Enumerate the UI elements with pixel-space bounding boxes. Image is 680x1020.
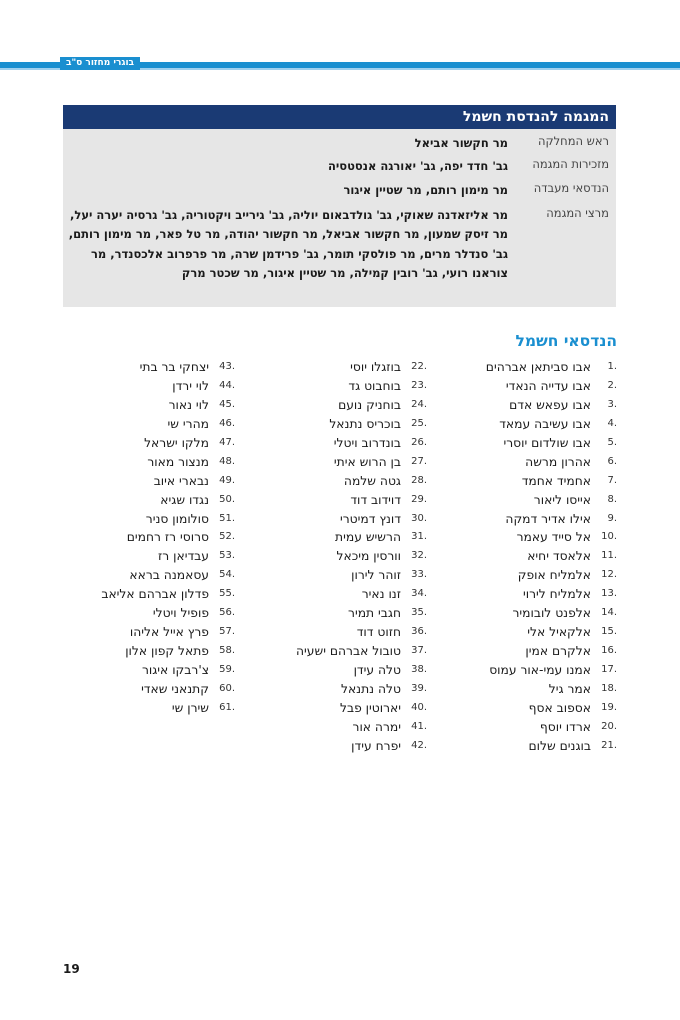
graduate-name: פדלון אברהם אליאב bbox=[101, 587, 209, 602]
list-item bbox=[65, 415, 235, 434]
graduate-name: בן הרוש איתי bbox=[333, 454, 401, 469]
list-item bbox=[257, 434, 427, 453]
list-number: 33. bbox=[411, 569, 427, 581]
list-item bbox=[447, 737, 617, 756]
list-number: 12. bbox=[601, 569, 617, 581]
list-number: 26. bbox=[411, 436, 427, 448]
list-number: 51. bbox=[219, 512, 235, 524]
graduate-name: הרשיש עמית bbox=[335, 530, 401, 545]
graduate-name: עסאמנה בראא bbox=[129, 568, 209, 583]
list-number: 19. bbox=[601, 701, 617, 713]
list-item bbox=[65, 510, 235, 529]
staff-value: מר אליזאדנה שאוקי, גב' גולדבאום יוליה, גב' גירייב ויקטוריה, גב' גרסיה יערה יעל, מר זיסק שמעון, מר חקשור אביאל, מר חקשור יהודה, מר טל פאר, מר מימון רותם, גב' סנדלר מרים, מר פולסקי תומר, גב' פרידמן שרה, מר פרפרוב אלכסנדר, מר צוראנו רועי, גב' רובין קמילה, מר שטיין איגור, מר שכטר מרק bbox=[68, 208, 508, 280]
graduate-name: פתאל קפון אלון bbox=[125, 644, 209, 659]
list-number: 39. bbox=[411, 682, 427, 694]
graduate-name: חזוט דוד bbox=[356, 625, 401, 640]
graduate-name: נבארי איוב bbox=[153, 473, 209, 488]
list-item bbox=[65, 623, 235, 642]
graduate-name: אבו עפאש אדם bbox=[509, 397, 591, 412]
graduate-name: אבו עדייה הנאדי bbox=[505, 378, 591, 393]
graduate-name: אבו שולדום יוסרי bbox=[503, 435, 591, 450]
list-item bbox=[447, 377, 617, 396]
list-number: 2. bbox=[607, 379, 617, 391]
list-item bbox=[65, 642, 235, 661]
graduates-column-1 bbox=[447, 358, 617, 756]
list-number: 7. bbox=[607, 474, 617, 486]
list-number: 38. bbox=[411, 664, 427, 675]
graduate-name: לוי נאור bbox=[168, 397, 209, 412]
list-item bbox=[65, 396, 235, 415]
list-number: 14. bbox=[601, 607, 617, 619]
list-item bbox=[257, 472, 427, 491]
graduate-name: סולומון סניר bbox=[145, 511, 209, 526]
list-number: 28. bbox=[411, 474, 427, 486]
graduate-name: אייסו ליאור bbox=[533, 492, 591, 507]
section-tag: בוגרי מחזור ס"ב bbox=[60, 57, 140, 70]
graduate-name: וורסין מיכאל bbox=[336, 549, 401, 564]
list-number: 48. bbox=[219, 455, 235, 467]
list-number: 24. bbox=[411, 398, 427, 410]
list-item bbox=[447, 528, 617, 547]
graduates-title: הנדסאי חשמל bbox=[515, 332, 617, 350]
list-item bbox=[447, 415, 617, 434]
list-item bbox=[257, 528, 427, 547]
staff-value: מר מימון רותם, מר שטיין איגור bbox=[343, 183, 508, 197]
list-item bbox=[257, 585, 427, 604]
list-item bbox=[65, 472, 235, 491]
list-number: 22. bbox=[411, 361, 427, 372]
list-item bbox=[447, 434, 617, 453]
list-number: 37. bbox=[411, 645, 427, 657]
list-number: 20. bbox=[601, 720, 617, 732]
graduate-name: טובול אברהם ישעיה bbox=[296, 644, 401, 659]
list-number: 29. bbox=[411, 493, 427, 505]
list-number: 4. bbox=[607, 417, 617, 429]
list-number: 23. bbox=[411, 379, 427, 391]
list-number: 21. bbox=[601, 739, 617, 751]
list-number: 36. bbox=[411, 626, 427, 638]
graduate-name: אלמליח לירוי bbox=[522, 587, 591, 602]
graduate-name: שירן שי bbox=[171, 700, 209, 715]
list-number: 57. bbox=[219, 626, 235, 638]
graduate-name: מנצור מאור bbox=[147, 454, 209, 469]
department-staff-panel bbox=[63, 105, 616, 307]
graduate-name: גטה שלמה bbox=[343, 473, 401, 488]
graduate-name: מלקו ישראל bbox=[144, 435, 209, 450]
list-item bbox=[447, 547, 617, 566]
list-item bbox=[65, 547, 235, 566]
list-item bbox=[257, 453, 427, 472]
graduate-name: נגדו שגיא bbox=[160, 492, 209, 507]
list-number: 42. bbox=[411, 739, 427, 751]
graduate-name: אהרון מרשה bbox=[525, 454, 591, 469]
list-number: 35. bbox=[411, 607, 427, 619]
graduate-name: אל סייד עאמר bbox=[516, 530, 591, 545]
graduate-name: יצחקי בר בתי bbox=[139, 360, 209, 374]
list-number: 1. bbox=[607, 361, 617, 372]
list-item bbox=[447, 642, 617, 661]
list-item bbox=[447, 566, 617, 585]
list-item bbox=[447, 623, 617, 642]
list-item bbox=[257, 396, 427, 415]
list-number: 9. bbox=[607, 512, 617, 524]
list-number: 60. bbox=[219, 682, 235, 694]
graduates-column-3 bbox=[65, 358, 235, 718]
list-item bbox=[257, 623, 427, 642]
list-item bbox=[65, 377, 235, 396]
graduate-name: צ'רבקו איגור bbox=[141, 663, 209, 677]
list-item bbox=[65, 434, 235, 453]
list-item bbox=[447, 718, 617, 737]
list-item bbox=[257, 680, 427, 699]
staff-value: גב' חדד יפה, גב' יאורגה אנסטסיה bbox=[328, 159, 508, 173]
graduate-name: מהרי שי bbox=[167, 416, 209, 431]
list-number: 50. bbox=[219, 493, 235, 505]
graduate-name: טלה עידן bbox=[353, 663, 401, 677]
list-number: 52. bbox=[219, 531, 235, 543]
list-item bbox=[65, 528, 235, 547]
list-number: 16. bbox=[601, 645, 617, 657]
graduate-name: טלה נתנאל bbox=[340, 681, 401, 696]
list-item bbox=[257, 661, 427, 680]
list-number: 55. bbox=[219, 588, 235, 600]
graduate-name: אלקרם אמין bbox=[525, 644, 591, 659]
list-number: 6. bbox=[607, 455, 617, 467]
graduate-name: לוי ירדן bbox=[172, 378, 209, 393]
list-item bbox=[447, 699, 617, 718]
graduate-name: סרוסי רז רחמים bbox=[126, 530, 209, 545]
graduate-name: חגבי תמיר bbox=[348, 606, 401, 621]
list-number: 15. bbox=[601, 626, 617, 638]
graduate-name: פופיל ויטלי bbox=[152, 606, 209, 621]
list-item bbox=[257, 566, 427, 585]
list-number: 17. bbox=[601, 664, 617, 675]
list-item bbox=[447, 585, 617, 604]
graduate-name: בוחניק נועם bbox=[338, 397, 401, 412]
list-number: 46. bbox=[219, 417, 235, 429]
graduate-name: אלמליח אופק bbox=[517, 568, 591, 583]
graduate-name: אבו סביתאן אברהים bbox=[485, 360, 591, 374]
list-item bbox=[447, 396, 617, 415]
graduate-name: אלאסד יחיא bbox=[527, 549, 591, 564]
graduate-name: אמנו עמי-אור עמוס bbox=[489, 663, 591, 677]
graduate-name: פרץ אייל אליהו bbox=[129, 625, 209, 640]
list-item bbox=[257, 510, 427, 529]
graduate-name: ימרה אור bbox=[352, 719, 401, 734]
list-number: 56. bbox=[219, 607, 235, 619]
graduate-name: אילו אדיר דמקה bbox=[505, 511, 591, 526]
graduate-name: אמר גיל bbox=[548, 681, 591, 696]
list-item bbox=[447, 472, 617, 491]
list-item bbox=[65, 661, 235, 680]
list-number: 25. bbox=[411, 417, 427, 429]
staff-label: מרצי המגמה bbox=[546, 206, 609, 220]
list-number: 44. bbox=[219, 379, 235, 391]
graduate-name: דוידוב דוד bbox=[350, 492, 401, 507]
graduate-name: בונדרוב ויטלי bbox=[333, 435, 401, 450]
list-number: 3. bbox=[607, 398, 617, 410]
list-item bbox=[447, 680, 617, 699]
list-item bbox=[65, 680, 235, 699]
list-number: 40. bbox=[411, 701, 427, 713]
graduate-name: בוחבוט גד bbox=[348, 378, 401, 393]
list-number: 31. bbox=[411, 531, 427, 543]
list-number: 47. bbox=[219, 436, 235, 448]
graduate-name: בוזגלו יוסי bbox=[350, 360, 401, 374]
graduate-name: בוגנים שלום bbox=[528, 738, 591, 753]
list-number: 61. bbox=[219, 701, 235, 713]
list-number: 49. bbox=[219, 474, 235, 486]
list-item bbox=[257, 377, 427, 396]
list-item bbox=[65, 699, 235, 718]
list-item bbox=[257, 547, 427, 566]
list-number: 18. bbox=[601, 682, 617, 694]
list-number: 13. bbox=[601, 588, 617, 600]
list-item bbox=[65, 358, 235, 377]
list-number: 53. bbox=[219, 550, 235, 562]
list-number: 58. bbox=[219, 645, 235, 657]
list-item bbox=[257, 358, 427, 377]
graduate-name: אספוב אסף bbox=[528, 700, 591, 715]
graduate-name: דונץ דמיטרי bbox=[339, 511, 401, 526]
list-number: 59. bbox=[219, 664, 235, 675]
list-item bbox=[257, 718, 427, 737]
graduate-name: אלפנט לובומיר bbox=[512, 606, 591, 621]
list-number: 54. bbox=[219, 569, 235, 581]
graduate-name: זנו נאיר bbox=[361, 587, 401, 602]
graduate-name: זוהר לירון bbox=[351, 568, 401, 583]
department-title: המגמה להנדסת חשמל bbox=[63, 105, 616, 129]
list-number: 5. bbox=[607, 436, 617, 448]
list-number: 10. bbox=[601, 531, 617, 543]
graduate-name: אחמיד אחמד bbox=[521, 473, 591, 488]
graduates-column-2 bbox=[257, 358, 427, 756]
list-number: 32. bbox=[411, 550, 427, 562]
staff-label: מזכירות המגמה bbox=[532, 157, 609, 171]
list-item bbox=[257, 699, 427, 718]
list-item bbox=[447, 661, 617, 680]
staff-label: ראש המחלקה bbox=[537, 134, 609, 148]
graduate-name: יפרח עידן bbox=[351, 738, 401, 753]
list-item bbox=[257, 737, 427, 756]
list-number: 11. bbox=[601, 550, 617, 562]
list-number: 30. bbox=[411, 512, 427, 524]
staff-value: מר חקשור אביאל bbox=[414, 136, 508, 150]
list-item bbox=[447, 491, 617, 510]
graduate-name: קתנאני שאדי bbox=[141, 681, 209, 696]
graduate-name: אלקאיל אלי bbox=[527, 625, 591, 640]
list-item bbox=[447, 604, 617, 623]
list-number: 8. bbox=[607, 493, 617, 505]
list-number: 45. bbox=[219, 398, 235, 410]
graduate-name: בוכריס נתנאל bbox=[329, 416, 401, 431]
staff-label: הנדסאי מעבדה bbox=[533, 181, 609, 195]
list-item bbox=[257, 491, 427, 510]
list-item bbox=[447, 453, 617, 472]
graduate-name: עבדיאן רז bbox=[158, 549, 209, 564]
list-item bbox=[447, 510, 617, 529]
list-item bbox=[257, 415, 427, 434]
list-item bbox=[447, 358, 617, 377]
page-number: 19 bbox=[63, 962, 80, 976]
list-number: 34. bbox=[411, 588, 427, 600]
list-item bbox=[65, 604, 235, 623]
list-item bbox=[65, 491, 235, 510]
list-item bbox=[65, 585, 235, 604]
list-number: 27. bbox=[411, 455, 427, 467]
list-number: 41. bbox=[411, 720, 427, 732]
graduate-name: ארדו יוסף bbox=[539, 719, 591, 734]
list-item bbox=[65, 566, 235, 585]
list-item bbox=[65, 453, 235, 472]
graduate-name: יארוטין פבל bbox=[339, 700, 401, 715]
graduate-name: אבו עשיבה עמאד bbox=[499, 416, 591, 431]
list-item bbox=[257, 642, 427, 661]
list-number: 43. bbox=[219, 361, 235, 372]
list-item bbox=[257, 604, 427, 623]
